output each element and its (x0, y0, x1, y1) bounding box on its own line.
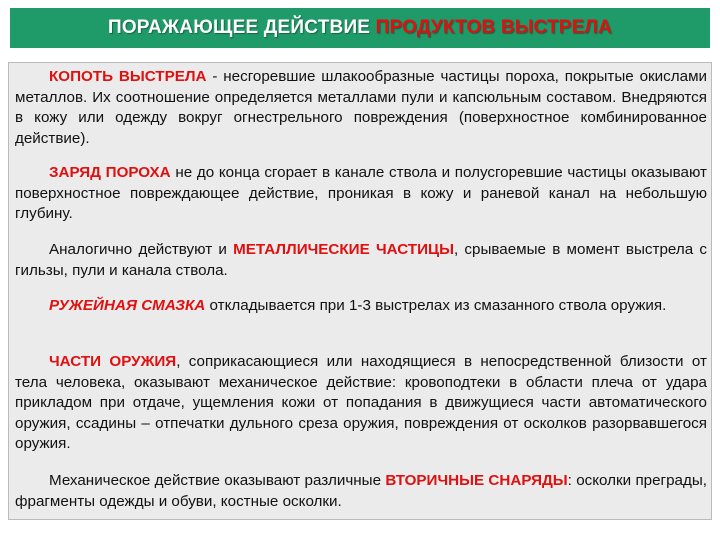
title-bar (10, 8, 710, 48)
text-grease: откладывается при 1-3 выстрелах из смазанного ствола оружия. (205, 297, 667, 314)
text-powder: не до конца сгорает в канале ствола и полусгоревшие частицы оказывают поверхностное повреждающее действие, проникая в кожу и раневой канал на небольшую глубину. (15, 164, 708, 222)
term-powder: ЗАРЯД ПОРОХА (49, 164, 171, 181)
title-part-1: ПОРАЖАЮЩЕЕ ДЕЙСТВИЕ (107, 17, 376, 38)
text-parts: , соприкасающиеся или находящиеся в непосредственной близости от тела человека, оказывают механическое действие: кровоподтеки в области плеча от удара прикладом при отдаче, ущемления кожи от попадания в движущиеся части автоматического оружия, ссадины – отпечатки дульного среза оружия, повреждения от осколков разорвавшегося оружия. (15, 353, 708, 452)
paragraph-soot (15, 67, 707, 149)
text-soot: - несгоревшие шлакообразные частицы пороха, покрытые окислами металлов. Их соотношение определяется металлами пули и капсюльным составом. Внедряются в кожу или одежду вокруг огнестрельного повреждения (поверхностное комбинированное действие). (15, 68, 707, 147)
paragraph-grease (15, 296, 707, 317)
paragraph-powder (15, 163, 707, 225)
before-secondary: Механическое действие оказывают различные (49, 472, 386, 489)
text-secondary: : осколки преграды, фрагменты одежды и обуви, костные осколки. (15, 472, 707, 510)
term-grease: РУЖЕЙНАЯ СМАЗКА (49, 297, 206, 314)
term-soot: КОПОТЬ ВЫСТРЕЛА (49, 68, 207, 85)
paragraph-metal (15, 240, 707, 281)
paragraph-secondary (15, 471, 707, 512)
before-metal: Аналогично действуют и (49, 241, 234, 258)
title-part-2: ПРОДУКТОВ ВЫСТРЕЛА (375, 17, 613, 38)
term-metal: МЕТАЛЛИЧЕСКИЕ ЧАСТИЦЫ (233, 241, 454, 258)
term-secondary: ВТОРИЧНЫЕ СНАРЯДЫ (385, 472, 568, 489)
content-panel (8, 62, 712, 520)
paragraph-parts (15, 352, 707, 455)
term-parts: ЧАСТИ ОРУЖИЯ (49, 353, 177, 370)
text-metal: , срываемые в момент выстрела с гильзы, пули и канала ствола. (15, 241, 707, 279)
page-title (108, 17, 612, 39)
